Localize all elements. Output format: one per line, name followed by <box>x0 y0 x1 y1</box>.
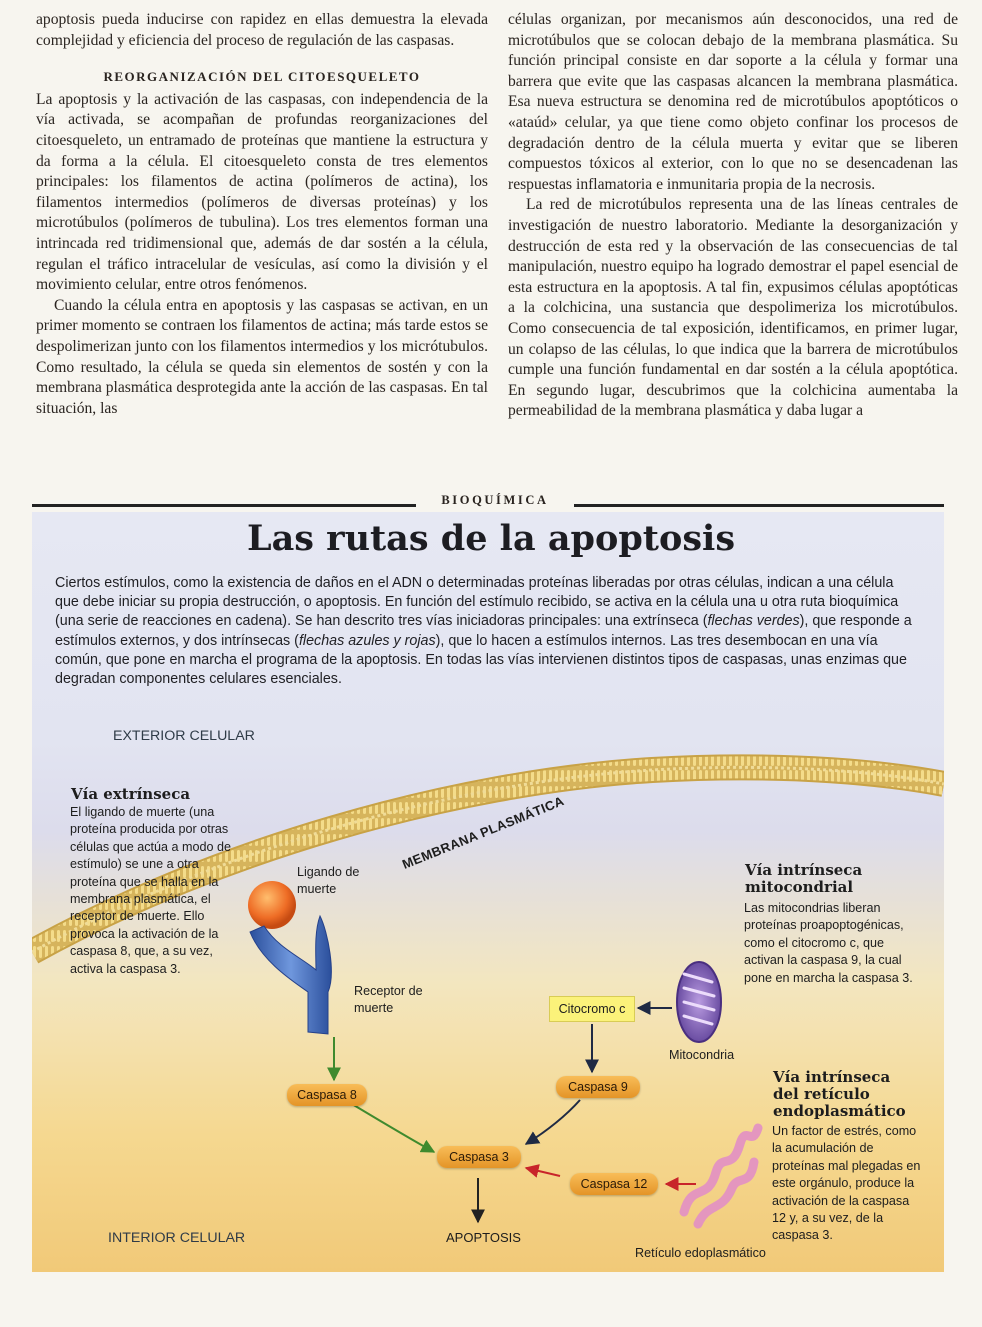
mito-title: Vía intrínseca mitocondrial <box>745 861 863 896</box>
article-left-column <box>36 10 488 419</box>
cytochrome-c-box: Citocromo c <box>549 996 635 1022</box>
ligand-label: Ligando de muerte <box>297 865 360 896</box>
intro-text: ), que responde a estímulos externos, y dos intrínsecas ( <box>55 613 912 649</box>
er-body: Un factor de estrés, como la acumulación de proteínas mal plegadas en este orgánulo, produce la activación de la caspasa 12 y, a su vez, de la caspasa 3. <box>772 1124 921 1243</box>
article-paragraph: La red de microtúbulos representa una de las líneas centrales de investigación de nuestro laboratorio. Mediante la desorganización y destrucción de esta red y la observación de las consecuencias de tal manipulación, nuestro equipo ha logrado demostrar el papel esencial de esta estructura en la apoptosis. A tal fin, expusimos células apoptóticas a la colchicina, una sustancia que despolimeriza los microtúbulos. Como consecuencia de tal exposición, identificamos, en primer lugar, un colapso de las células, lo que indica que la barrera de microtúbulos cumple una función fundamental en dar sostén a la célula apoptótica. En segundo lugar, descubrimos que la colchicina aumentaba la permeabilidad de la membrana plasmática y daba lugar a <box>508 196 958 420</box>
infographic-title: Las rutas de la apoptosis <box>246 518 736 559</box>
article-paragraph: apoptosis pueda inducirse con rapidez en ellas demuestra la elevada complejidad y eficiencia del proceso de regulación de las caspasas. <box>36 11 488 49</box>
article-paragraph: La apoptosis y la activación de las caspasas, con independencia de la vía activada, se acompañan de profundas reorganizaciones del citoesqueleto, un entramado de proteínas que mantiene la estructura y da forma a la célula. El citoesqueleto consta de tres elementos principales: los filamentos de actina (polímeros de actina), los filamentos intermedios (polímeros de diversas proteínas) y los microtúbulos (polímeros de tubulina). Los tres elementos forman una intrincada red tridimensional que, además de dar sostén a la célula, regulan el tráfico intracelular de vesículas, así como la división y el movimiento celular, entre otros fenómenos. <box>36 90 488 294</box>
interior-label: INTERIOR CELULAR <box>108 1230 246 1246</box>
intro-emphasis: flechas azules y rojas <box>298 632 436 649</box>
caspasa-9-pill: Caspasa 9 <box>556 1076 640 1098</box>
arrow-caspasa9-to-caspasa3 <box>526 1100 580 1144</box>
caspasa-12-pill: Caspasa 12 <box>570 1173 658 1195</box>
intro-text: ), que lo hacen a estímulos internos. Las tres desembocan en una vía común, que pone en marcha el programa de la apoptosis. En todas las vías intervienen distintos tipos de caspasas, unas enzimas que degradan componentes celulares esenciales. <box>55 632 907 688</box>
er-shape <box>684 1128 758 1224</box>
caspasa-8-pill: Caspasa 8 <box>287 1084 367 1106</box>
membrane-label: MEMBRANA PLASMÁTICA <box>400 793 567 872</box>
separator-line-left <box>32 504 416 507</box>
arrow-caspasa8-to-caspasa3 <box>352 1104 434 1152</box>
intro-text: Ciertos estímulos, como la existencia de daños en el ADN o determinadas proteínas liberadas por otras células, indican a una célula que debe iniciar su propia destrucción, o apoptosis. En función del estímulo recibido, se activa en la célula una u otra ruta bioquímica (una serie de reacciones en cadena). Se han descrito tres vías iniciadoras principales: una extrínseca ( <box>55 575 899 630</box>
death-receptor-shape <box>250 916 331 1034</box>
death-ligand-sphere <box>248 881 296 929</box>
er-label: Retículo edoplasmático <box>635 1246 766 1260</box>
extrinsic-body: El ligando de muerte (una proteína producida por otras células que actúa a modo de estímulo) se une a otra proteína que se halla en la membrana plasmática, el receptor de muerte. Ello provoca la activación de la caspasa 8, que, a su vez, activa la caspasa 3. <box>70 805 232 976</box>
caspasa-3-pill: Caspasa 3 <box>437 1146 521 1168</box>
er-title: Vía intrínseca del retículo endoplasmático <box>773 1068 906 1120</box>
intro-emphasis: flechas verdes <box>707 613 800 630</box>
infographic-intro <box>55 574 915 689</box>
receptor-label: Receptor de muerte <box>354 984 423 1015</box>
article-right-column <box>508 10 958 422</box>
arrow-caspasa12-to-caspasa3 <box>526 1168 560 1176</box>
extrinsic-title: Vía extrínseca <box>71 785 191 803</box>
article-paragraph: células organizan, por mecanismos aún desconocidos, una red de microtúbulos que se colocan debajo de la membrana plasmática. Su función principal consiste en dar soporte a la célula y formar una barrera que evite que las caspasas alcancen la membrana plasmática. Esa nueva estructura se denomina red de microtúbulos apoptóticos o «ataúd» celular, ya que tiene como objeto confinar los procesos de degradación dentro de la célula muerta y evitar que se liberen compuestos tóxicos al exterior, con lo que no se desencadenan las respuestas inflamatoria e inmunitaria propia de la necrosis. <box>508 11 958 193</box>
apoptosis-label: APOPTOSIS <box>446 1230 521 1245</box>
exterior-label: EXTERIOR CELULAR <box>113 728 255 744</box>
mitochondria-label: Mitocondria <box>669 1048 735 1062</box>
section-heading: REORGANIZACIÓN DEL CITOESQUELETO <box>103 69 421 85</box>
separator-line-right <box>574 504 944 507</box>
mito-body: Las mitocondrias liberan proteínas proapoptogénicas, como el citocromo c, que activan la caspasa 9, la cual pone en marcha la caspasa 3. <box>744 901 913 985</box>
section-label: BIOQUÍMICA <box>441 493 549 507</box>
article-paragraph: Cuando la célula entra en apoptosis y las caspasas se activan, en un primer momento se contraen los filamentos de actina; más tarde estos se despolimerizan junto con los filamentos intermedios y los micrótubulos. Como resultado, la célula se queda sin elementos de sostén y con la membrana plasmática desprotegida ante la acción de las caspasas. En tal situación, las <box>36 296 488 417</box>
